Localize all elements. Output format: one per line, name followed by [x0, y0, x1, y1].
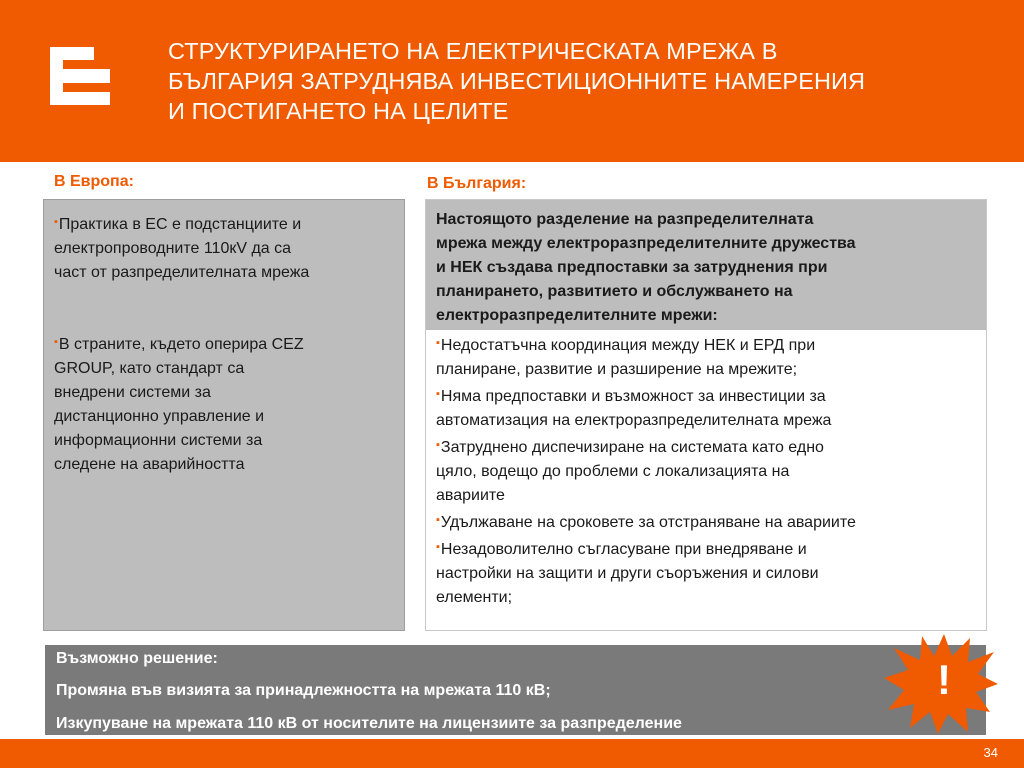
- title-line: СТРУКТУРИРАНЕТО НА ЕЛЕКТРИЧЕСКАТА МРЕЖА В: [168, 38, 778, 64]
- list-item: ▪Няма предпоставки и възможност за инвестиции за автоматизация на електроразпределителната мрежа: [436, 388, 832, 429]
- bullet-square-icon: ▪: [436, 541, 440, 553]
- europe-bullet-item: ▪В страните, където оперира CEZ GROUP, като стандарт са внедрени системи за дистанционно управление и информационни системи за следене на аварийността: [54, 336, 304, 473]
- bulgaria-panel: [425, 199, 987, 631]
- title-line: И ПОСТИГАНЕТО НА ЦЕЛИТЕ: [168, 98, 509, 124]
- solution-line: Промяна във визията за принадлежността на мрежата 110 кВ;: [56, 682, 551, 699]
- cez-logo-icon: [50, 47, 110, 105]
- title-line: БЪЛГАРИЯ ЗАТРУДНЯВА ИНВЕСТИЦИОННИТЕ НАМЕРЕНИЯ: [168, 68, 866, 94]
- list-item: ▪Затруднено диспечизиране на системата като едно цяло, водещо до проблеми с локализацията на авариите: [436, 439, 824, 504]
- exclamation-mark: !: [937, 656, 951, 703]
- europe-bullet-item: ▪Практика в ЕС е подстанциите и електропроводните 110кV да са част от разпределителната мрежа: [54, 216, 310, 281]
- page-number: 34: [983, 745, 998, 760]
- bulgaria-heading: Настоящото разделение на разпределителната мрежа между електроразпределителните дружества и НЕК създава предпоставки за затруднения при планирането, развитието и обслужването на електроразпределителните мрежи:: [436, 211, 856, 324]
- list-item: ▪Удължаване на сроковете за отстраняване на авариите: [436, 514, 856, 531]
- bulgaria-heading-block: [426, 200, 986, 330]
- footer-bar: [0, 739, 1024, 768]
- bulgaria-label: В България:: [427, 175, 527, 192]
- bullet-square-icon: ▪: [436, 337, 440, 349]
- europe-label: В Европа:: [54, 173, 134, 190]
- bullet-square-icon: ▪: [54, 216, 58, 228]
- bulgaria-bullet-list: [436, 331, 986, 610]
- bullet-square-icon: ▪: [436, 514, 440, 526]
- bullet-square-icon: ▪: [54, 336, 58, 348]
- header-bar: [0, 0, 1024, 162]
- bullet-square-icon: ▪: [436, 439, 440, 451]
- bullet-square-icon: ▪: [436, 388, 440, 400]
- page-title: [168, 36, 988, 126]
- solution-panel: [45, 645, 986, 735]
- solution-line: Изкупуване на мрежата 110 кВ от носителите на лицензиите за разпределение: [56, 715, 682, 732]
- europe-panel: [43, 199, 405, 631]
- list-item: ▪Незадоволително съгласуване при внедряване и настройки на защити и други съоръжения и силови елементи;: [436, 541, 819, 606]
- solution-heading: Възможно решение:: [56, 650, 218, 667]
- list-item: ▪Недостатъчна координация между НЕК и ЕРД при планиране, развитие и разширение на мрежите;: [436, 337, 816, 378]
